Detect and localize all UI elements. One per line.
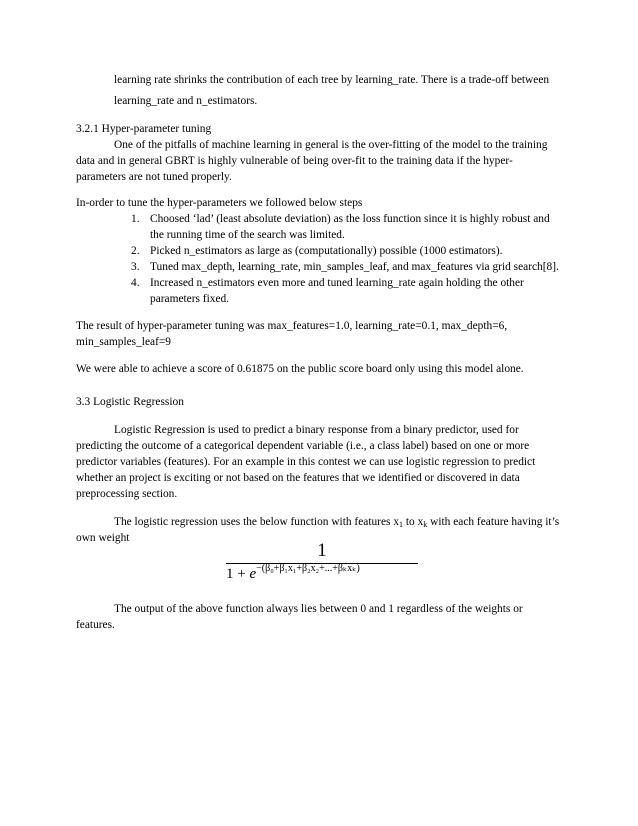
body-text-line: own weight: [76, 532, 130, 544]
body-text-line: learning rate shrinks the contribution of each tree by learning_rate. There is a trade-off between: [114, 74, 550, 86]
steps-intro: In-order to tune the hyper-parameters we followed below steps: [76, 197, 363, 209]
list-item-text: Choosed ‘lad’ (least absolute deviation) as the loss function since it is highly robust and: [150, 213, 550, 225]
list-number: 1.: [131, 213, 140, 225]
body-text-line: The output of the above function always lies between 0 and 1 regardless of the weights or: [114, 603, 523, 615]
body-text-line: min_samples_leaf=9: [76, 336, 171, 348]
section-heading-3-2-1: 3.2.1 Hyper-parameter tuning: [76, 123, 212, 135]
list-number: 3.: [131, 261, 140, 273]
body-text-line: whether an project is exciting or not based on the features that we identified or discovered in data: [76, 472, 520, 484]
body-text-line: We were able to achieve a score of 0.61875 on the public score board only using this model alone.: [76, 363, 524, 375]
list-item-text: the running time of the search was limited.: [150, 229, 345, 241]
formula-numerator: 1: [317, 540, 327, 561]
body-text-line: features.: [76, 619, 115, 631]
list-number: 2.: [131, 245, 140, 257]
list-item-text: parameters fixed.: [150, 293, 230, 305]
list-item-text: Increased n_estimators even more and tuned learning_rate again holding the other: [150, 277, 524, 289]
list-item-text: Picked n_estimators as large as (computationally) possible (1000 estimators).: [150, 245, 503, 257]
body-text-line: The logistic regression uses the below function with features $x_1$ to $x_k$ with each feature having it’s: [114, 516, 560, 529]
body-text-line: predictor variables (features). For an example in this contest we can use logistic regression to predict: [76, 456, 536, 468]
body-text-line: parameters are not tuned properly.: [76, 171, 232, 183]
list-number: 4.: [131, 277, 140, 289]
body-text-line: preprocessing section.: [76, 488, 178, 500]
list-item-text: Tuned max_depth, learning_rate, min_samples_leaf, and max_features via grid search[8].: [150, 261, 559, 273]
body-text-line: learning_rate and n_estimators.: [114, 95, 258, 107]
body-text-line: The result of hyper-parameter tuning was max_features=1.0, learning_rate=0.1, max_depth=6,: [76, 320, 508, 332]
formula-denominator: $1 + e^{-(\beta_0+\beta_1x_1+\beta_2x_2+...+\beta_kx_k)}$: [226, 563, 360, 582]
section-heading-3-3: 3.3 Logistic Regression: [76, 396, 184, 408]
logistic-formula: [224, 540, 420, 584]
body-text-line: Logistic Regression is used to predict a binary response from a binary predictor, used for: [114, 424, 519, 436]
body-text-line: predicting the outcome of a categorical dependent variable (i.e., a class label) based on one or more: [76, 440, 530, 452]
body-text-line: One of the pitfalls of machine learning in general is the over-fitting of the model to the training: [114, 139, 548, 151]
body-text-line: data and in general GBRT is highly vulnerable of being over-fit to the training data if the hyper-: [76, 155, 513, 167]
